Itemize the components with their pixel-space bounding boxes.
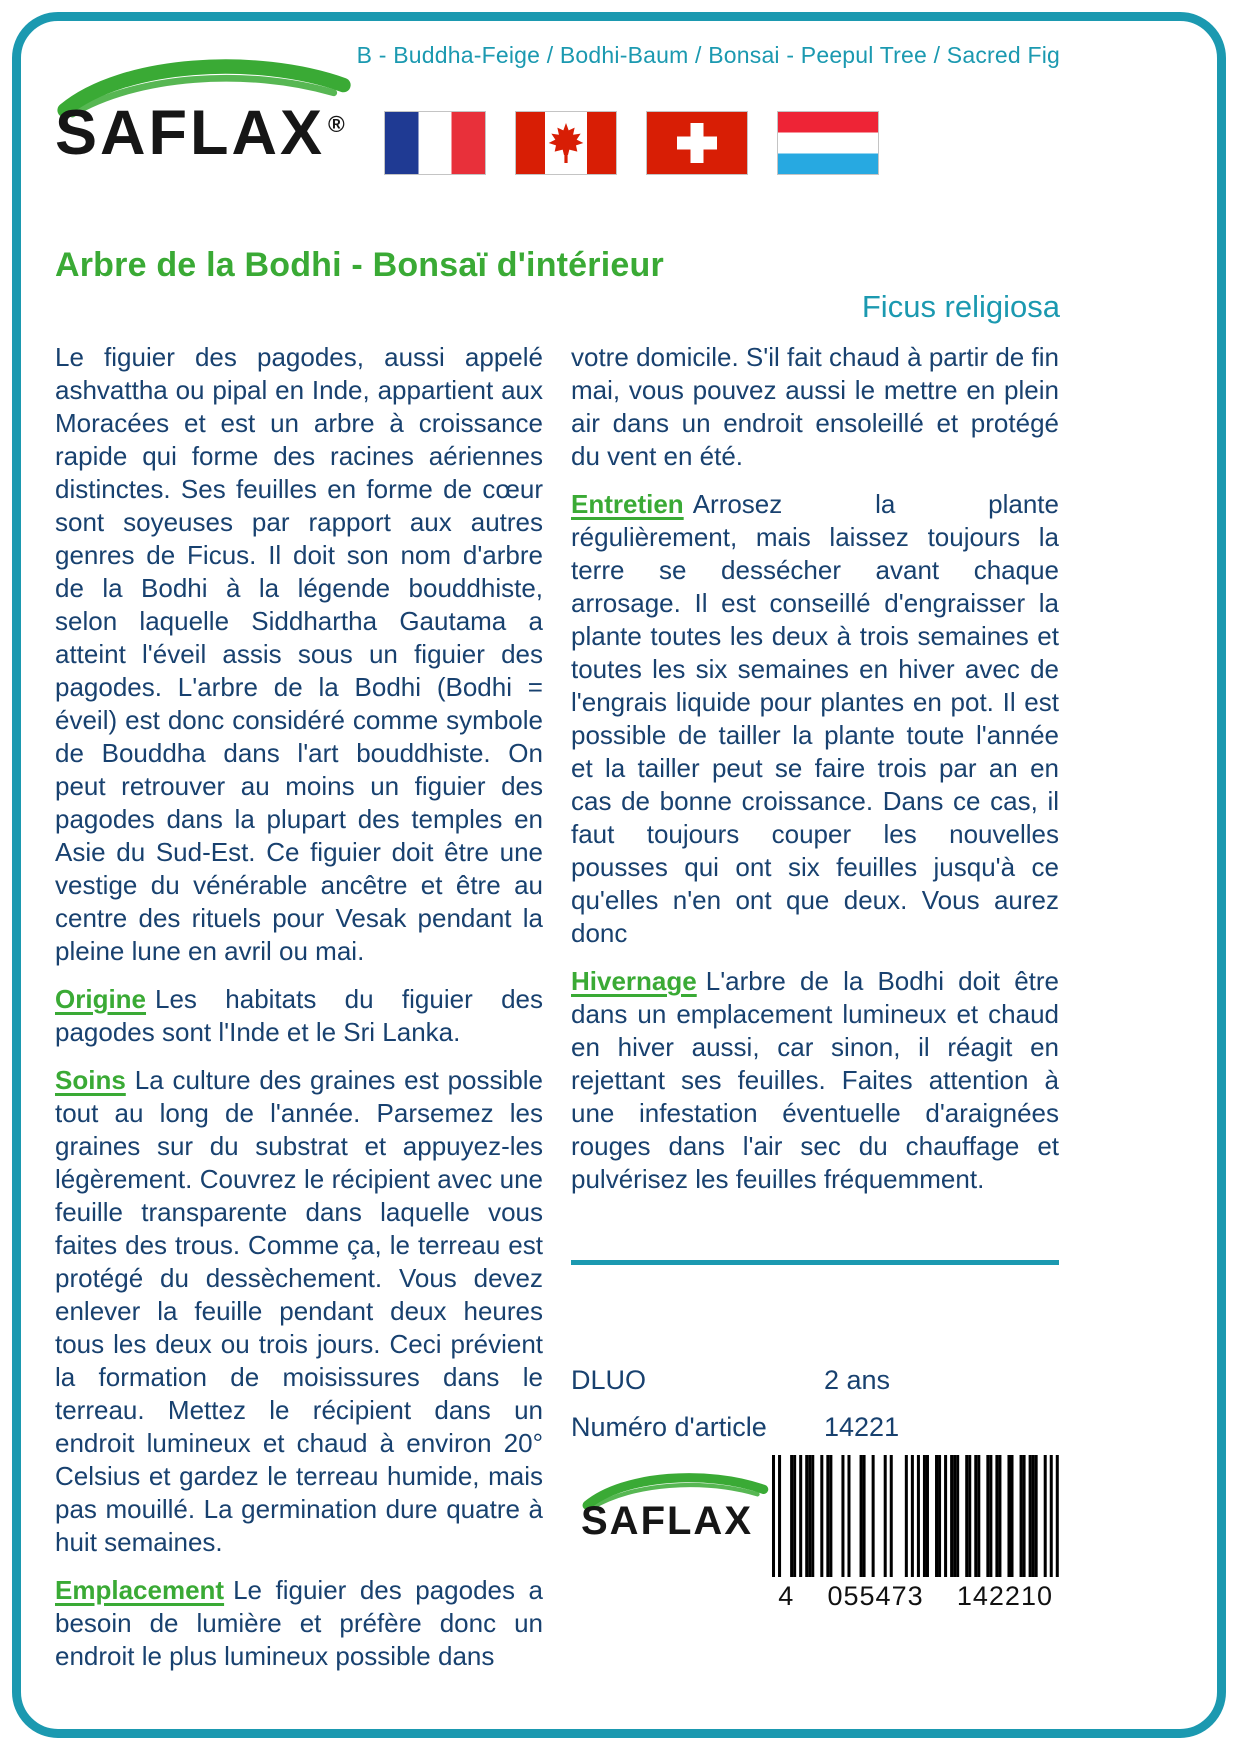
section-heading-soins: Soins (55, 1065, 126, 1095)
detail-label: Numéro d'article (571, 1412, 767, 1442)
flag-luxembourg-icon (778, 112, 878, 174)
section-heading-hivernage: Hivernage (571, 966, 697, 996)
brand-wordmark (55, 98, 367, 168)
barcode-bars (772, 1455, 1059, 1577)
paragraph-text: Le figuier des pagodes a besoin de lumière et préfère donc un endroit le plus lumineux possible dans (55, 1575, 543, 1671)
paragraph-text: L'arbre de la Bodhi doit être dans un emplacement lumineux et chaud en hiver aussi, car sinon, il réagit en rejettant ses feuilles. Faites attention à une infestation éventuelle d'araignées rouges dans l'air sec du chauffage et pulvérisez les feuilles fréquemment. (571, 966, 1059, 1194)
product-title: Arbre de la Bodhi - Bonsaï d'intérieur (55, 246, 664, 284)
paragraph-hivernage (571, 965, 1059, 1196)
bottom-row (571, 1455, 1059, 1613)
brand-logo-small (581, 1469, 772, 1541)
barcode-digits (772, 1577, 1059, 1613)
detail-label: DLUO (571, 1365, 647, 1395)
detail-row-article-number (571, 1404, 1059, 1451)
divider-rule (571, 1260, 1059, 1265)
paragraph-text: Le figuier des pagodes, aussi appelé ashvattha ou pipal en Inde, appartient aux Moracées et est un arbre à croissance rapide qui forme des racines aériennes distinctes. Ses feuilles en forme de cœur sont soyeuses par rapport aux autres genres de Ficus. Il doit son nom d'arbre de la Bodhi à la légende bouddhiste, selon laquelle Siddhartha Gautama a atteint l'éveil assis sous un figuier des pagodes. L'arbre de la Bodhi (Bodhi = éveil) est donc considéré comme symbole de Bouddha dans l'art bouddhiste. On peut retrouver au moins un figuier des pagodes dans la plupart des temples en Asie du Sud-Est. Ce figuier doit être une vestige du vénérable ancêtre et être au centre des rituels pour Vesak pendant la pleine lune en avril ou mai. (55, 342, 543, 966)
header (55, 34, 1060, 234)
paragraph-text: La culture des graines est possible tout au long de l'année. Parsemez les graines sur du substrat et appuyez-les légèrement. Couvrez le récipient avec une feuille transparente dans laquelle vous faites des trous. Comme ça, le terreau est protégé du dessèchement. Vous devez enlever la feuille pendant deux heures tous les deux ou trois jours. Ceci prévient la formation de moisissures dans le terreau. Mettez le récipient dans un endroit lumineux et chaud à environ 20° Celsius et gardez le terreau humide, mais pas mouillé. La germination dure quatre à huit semaines. (55, 1065, 543, 1557)
barcode-digit-group: 142210 (956, 1581, 1053, 1611)
section-heading-entretien: Entretien (571, 489, 684, 519)
paragraph-origine (55, 983, 543, 1049)
section-heading-emplacement: Emplacement (55, 1575, 225, 1605)
flag-canada-icon (516, 112, 616, 174)
detail-value: 2 ans (824, 1365, 891, 1395)
section-heading-origine: Origine (55, 984, 147, 1014)
paragraph-soins (55, 1064, 543, 1559)
paragraph-text: votre domicile. S'il fait chaud à partir de fin mai, vous pouvez aussi le mettre en plein air dans un endroit ensoleillé et protégé du vent en été. (571, 342, 1059, 471)
paragraph-emplacement-continued (571, 341, 1059, 473)
swiss-cross-horizontal (677, 137, 717, 150)
barcode (772, 1455, 1059, 1613)
flag-france-icon (385, 112, 485, 174)
paragraph-text: Les habitats du figuier des pagodes sont l'Inde et le Sri Lanka. (55, 984, 543, 1047)
brand-logo (55, 54, 367, 168)
brand-name: SAFLAX (55, 98, 325, 168)
paragraph-emplacement (55, 1574, 543, 1673)
maple-leaf-icon (546, 123, 586, 163)
right-column (571, 341, 1059, 1688)
flag-switzerland-icon (647, 112, 747, 174)
species-name: Ficus religiosa (861, 289, 1060, 324)
registered-mark: ® (328, 111, 348, 137)
brand-wordmark (581, 1501, 772, 1541)
detail-row-dluo (571, 1357, 1059, 1404)
flags-row (385, 112, 878, 174)
language-tagline: B - Buddha-Feige / Bodhi-Baum / Bonsai - Peepul Tree / Sacred Fig (356, 42, 1060, 68)
paragraph-text: Arrosez la plante régulièrement, mais laissez toujours la terre se dessécher avant chaque arrosage. Il est conseillé d'engraisser la plante toutes les deux à trois semaines et toutes les six semaines en hiver avec de l'engrais liquide pour plantes en pot. Il est possible de tailler la plante toute l'année et la tailler peut se faire trois par an en cas de bonne croissance. Dans ce cas, il faut toujours couper les nouvelles pousses qui ont six feuilles jusqu'à ce qu'elles n'en ont que deux. Vous aurez donc (571, 489, 1059, 948)
paragraph-description (55, 341, 543, 968)
text-columns (55, 341, 1060, 1688)
barcode-digit-group: 055473 (827, 1581, 924, 1611)
paragraph-entretien (571, 488, 1059, 950)
details-table (571, 1357, 1059, 1451)
brand-name: SAFLAX (581, 1499, 753, 1543)
barcode-digit-group: 4 (778, 1581, 795, 1611)
label-content (55, 34, 1060, 1688)
detail-value: 14221 (824, 1412, 900, 1442)
left-column (55, 341, 543, 1688)
